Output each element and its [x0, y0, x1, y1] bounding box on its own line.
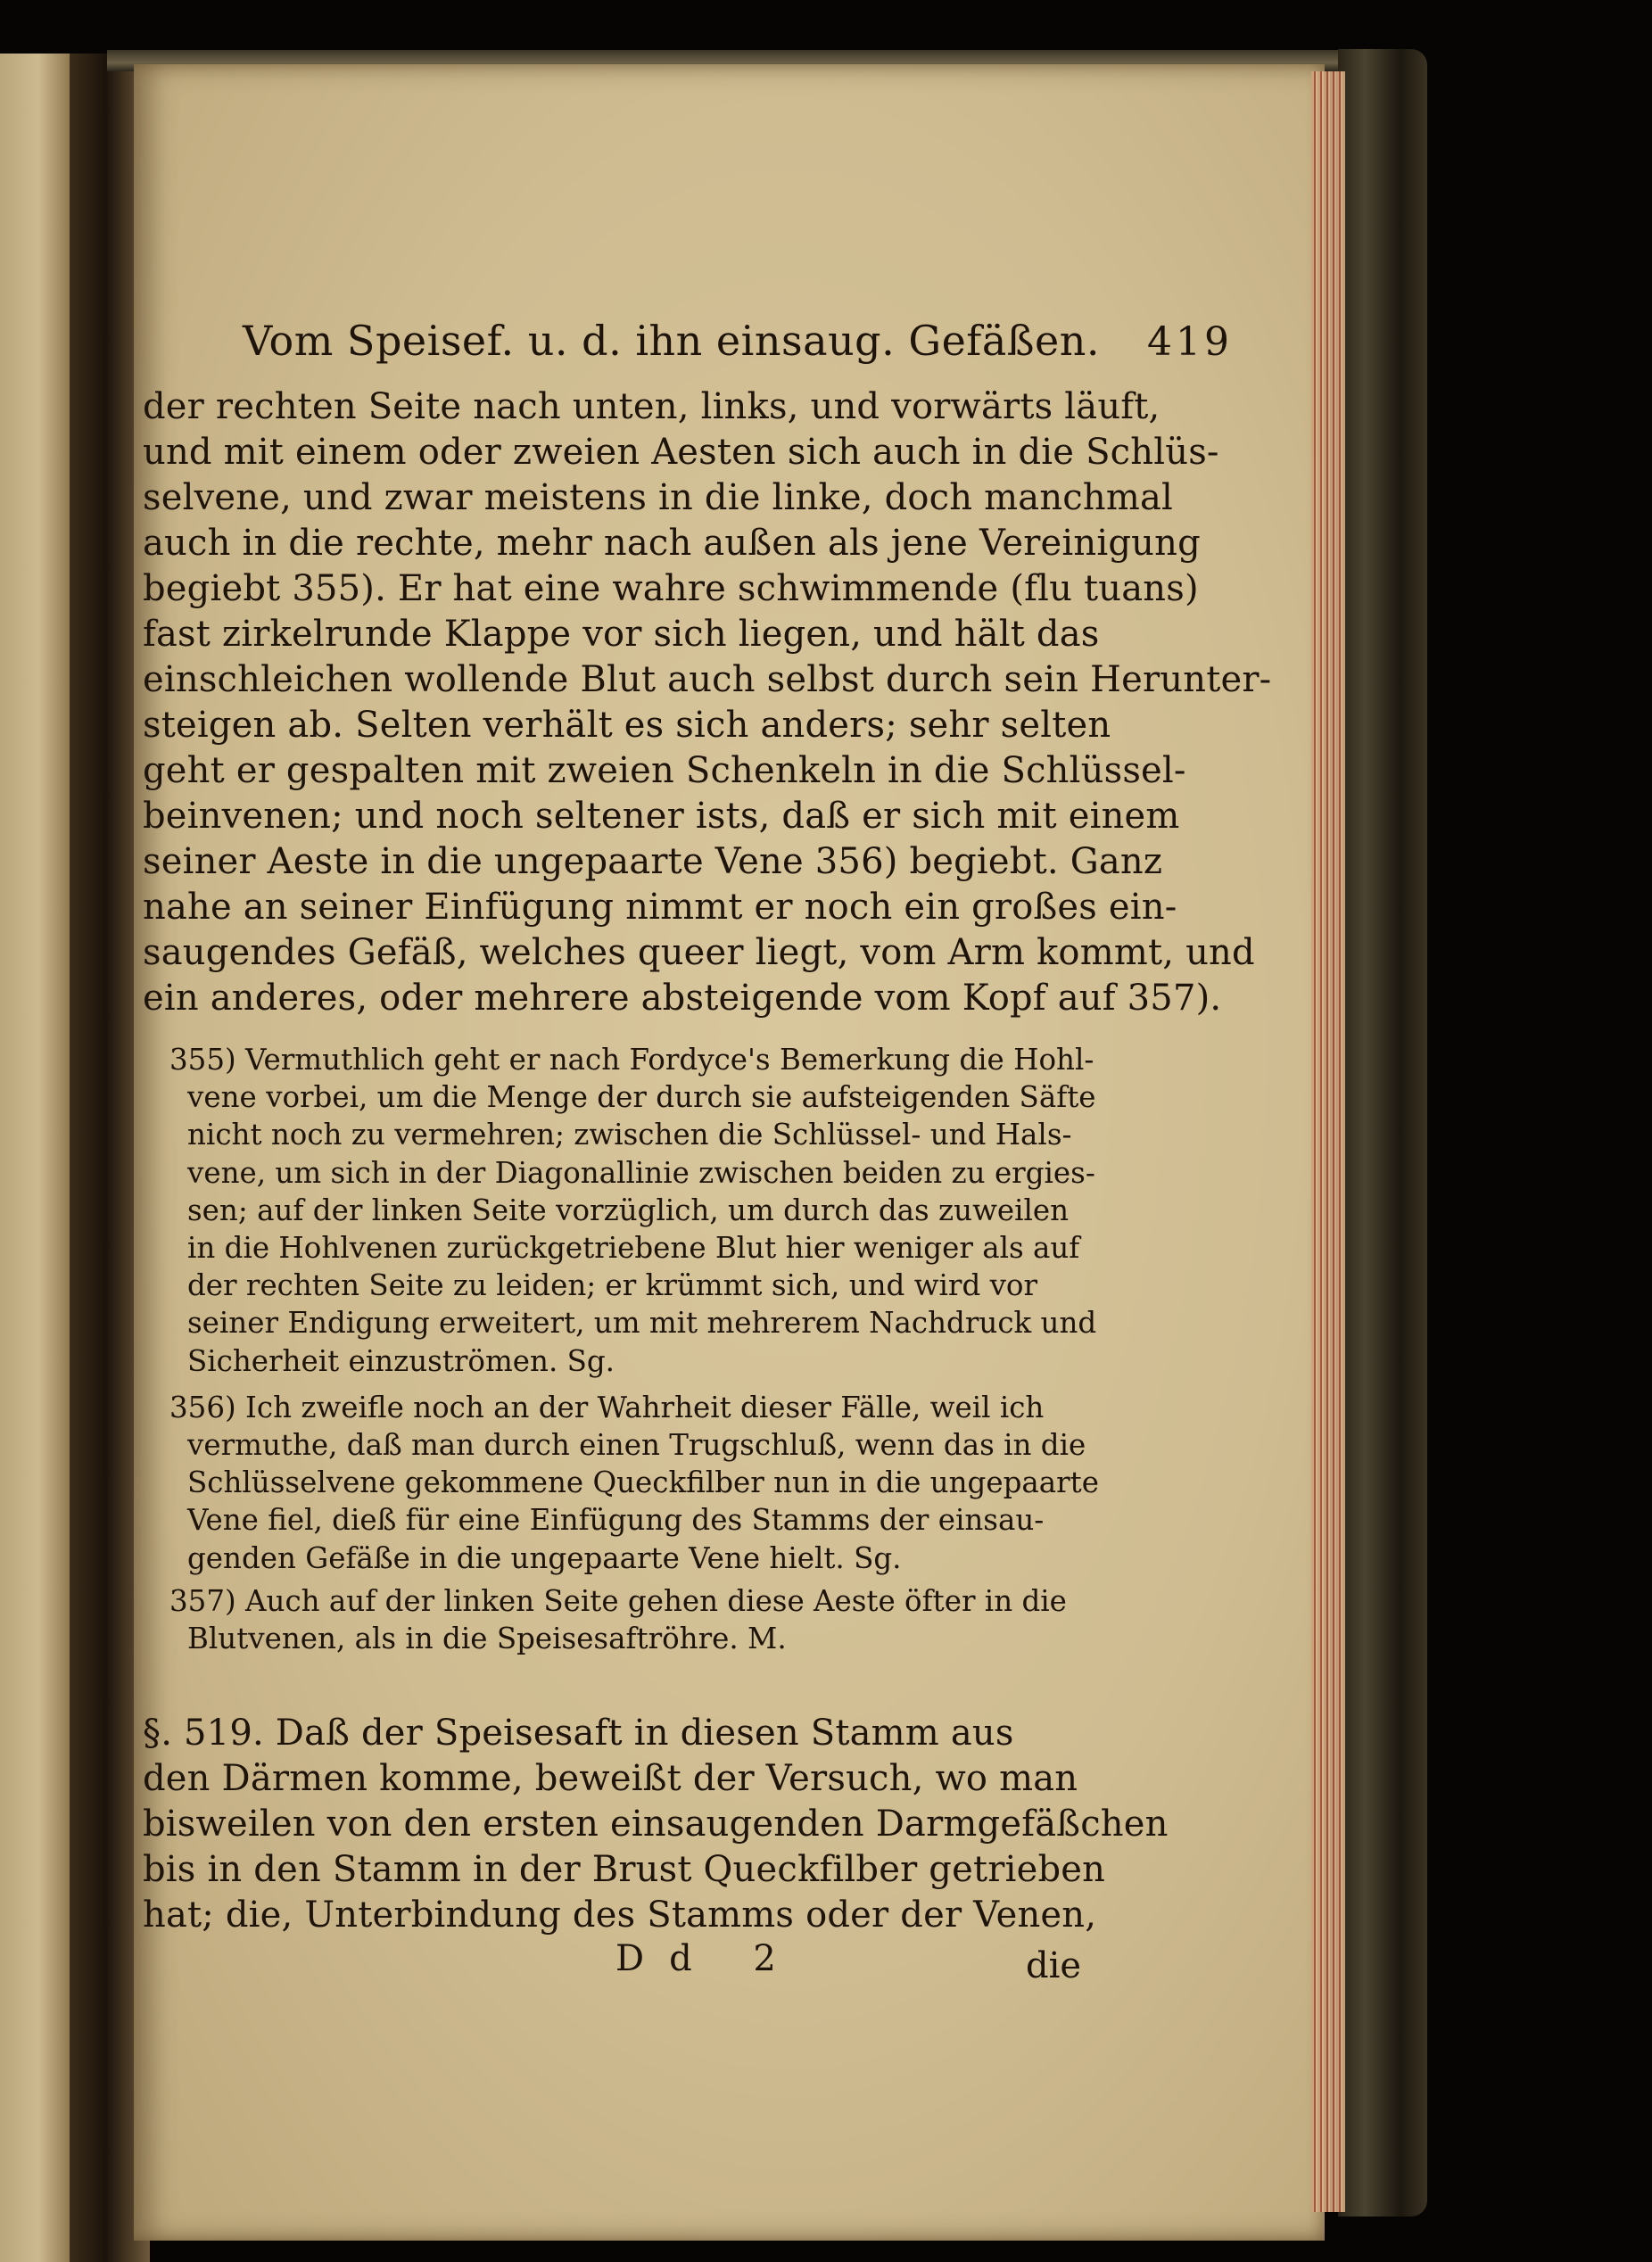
- footnote-356: [143, 1389, 1097, 1577]
- body-line: hat; die, Unterbindung des Stamms oder der Venen,: [143, 1895, 1097, 1936]
- body-line: nahe an seiner Einfügung nimmt er noch ein großes ein-: [143, 887, 1177, 928]
- running-title: Vom Speisef. u. d. ihn einsaug. Gefäßen.: [243, 317, 1100, 365]
- body-line: bis in den Stamm in der Brust Queckfilber getrieben: [143, 1849, 1106, 1891]
- footnotes: [143, 1041, 1097, 1657]
- footnote-line: vene, um sich in der Diagonallinie zwischen beiden zu ergies-: [187, 1155, 1095, 1190]
- footnote-line: der rechten Seite zu leiden; er krümmt sich, und wird vor: [187, 1268, 1038, 1303]
- body-line: steigen ab. Selten verhält es sich anders; sehr selten: [143, 705, 1111, 746]
- footnote-line: sen; auf der linken Seite vorzüglich, um durch das zuweilen: [187, 1193, 1070, 1227]
- body-line: §. 519. Daß der Speisesaft in diesen Stamm aus: [143, 1713, 1014, 1754]
- footnote-line: vermuthe, daß man durch einen Trugschluß, wenn das in die: [187, 1428, 1086, 1463]
- page-stack-edges: [1311, 71, 1345, 2212]
- body-line: geht er gespalten mit zweien Schenkeln in die Schlüssel-: [143, 750, 1186, 791]
- footnote-355: [143, 1041, 1097, 1380]
- body-line: saugendes Gefäß, welches queer liegt, vom Arm kommt, und: [143, 932, 1255, 973]
- page-footer: [143, 1938, 1097, 1988]
- footnote-line: vene vorbei, um die Menge der durch sie aufsteigenden Säfte: [187, 1080, 1096, 1115]
- main-paragraph: [143, 384, 1272, 1021]
- footnote-line: Sicherheit einzuströmen. Sg.: [187, 1343, 615, 1378]
- body-line: auch in die rechte, mehr nach außen als jene Vereinigung: [143, 523, 1201, 564]
- footnote-357: [143, 1582, 1097, 1657]
- signature-mark: Dd 2: [615, 1938, 801, 1980]
- body-line: den Därmen komme, beweißt der Versuch, wo man: [143, 1758, 1078, 1800]
- footnote-line: 356) Ich zweifle noch an der Wahrheit dieser Fälle, weil ich: [169, 1390, 1045, 1424]
- footnote-line: 357) Auch auf der linken Seite gehen diese Aeste öfter in die: [169, 1583, 1067, 1618]
- footnote-line: Vene fiel, dieß für eine Einfügung des Stamms der einsau-: [187, 1503, 1045, 1538]
- facing-page-edge: [0, 54, 70, 2262]
- footnote-line: Blutvenen, als in die Speisesaftröhre. M.: [187, 1622, 787, 1656]
- footnote-line: nicht noch zu vermehren; zwischen die Schlüssel- und Hals-: [187, 1118, 1072, 1152]
- footnote-line: in die Hohlvenen zurückgetriebene Blut hier weniger als auf: [187, 1231, 1080, 1266]
- body-line: der rechten Seite nach unten, links, und vorwärts läuft,: [143, 386, 1161, 427]
- body-line: bisweilen von den ersten einsaugenden Darmgefäßchen: [143, 1804, 1169, 1845]
- body-line: seiner Aeste in die ungepaarte Vene 356) begiebt. Ganz: [143, 841, 1163, 882]
- book-cover-edge: [1338, 49, 1427, 2217]
- running-head: [243, 317, 1233, 365]
- body-line: ein anderes, oder mehrere absteigende vom Kopf auf 357).: [143, 978, 1222, 1019]
- footnote-line: seiner Endigung erweitert, um mit mehrerem Nachdruck und: [187, 1306, 1097, 1341]
- body-line: beinvenen; und noch seltener ists, daß er sich mit einem: [143, 796, 1180, 837]
- body-line: fast zirkelrunde Klappe vor sich liegen, und hält das: [143, 614, 1100, 655]
- body-line: und mit einem oder zweien Aesten sich auch in die Schlüs-: [143, 432, 1219, 473]
- footnote-line: Schlüsselvene gekommene Queckfilber nun in die ungepaarte: [187, 1465, 1099, 1500]
- page-text: [143, 317, 1272, 1988]
- body-line: selvene, und zwar meistens in die linke, doch manchmal: [143, 477, 1174, 518]
- body-line: einschleichen wollende Blut auch selbst durch sein Herunter-: [143, 659, 1272, 700]
- footnote-line: genden Gefäße in die ungepaarte Vene hielt. Sg.: [187, 1540, 902, 1575]
- footnote-line: 355) Vermuthlich geht er nach Fordyce's Bemerkung die Hohl-: [169, 1043, 1094, 1077]
- section-519: [143, 1711, 1169, 1938]
- catchword: die: [1026, 1945, 1082, 1987]
- body-line: begiebt 355). Er hat eine wahre schwimmende (flu tuans): [143, 568, 1199, 609]
- page-number: 419: [1147, 319, 1233, 365]
